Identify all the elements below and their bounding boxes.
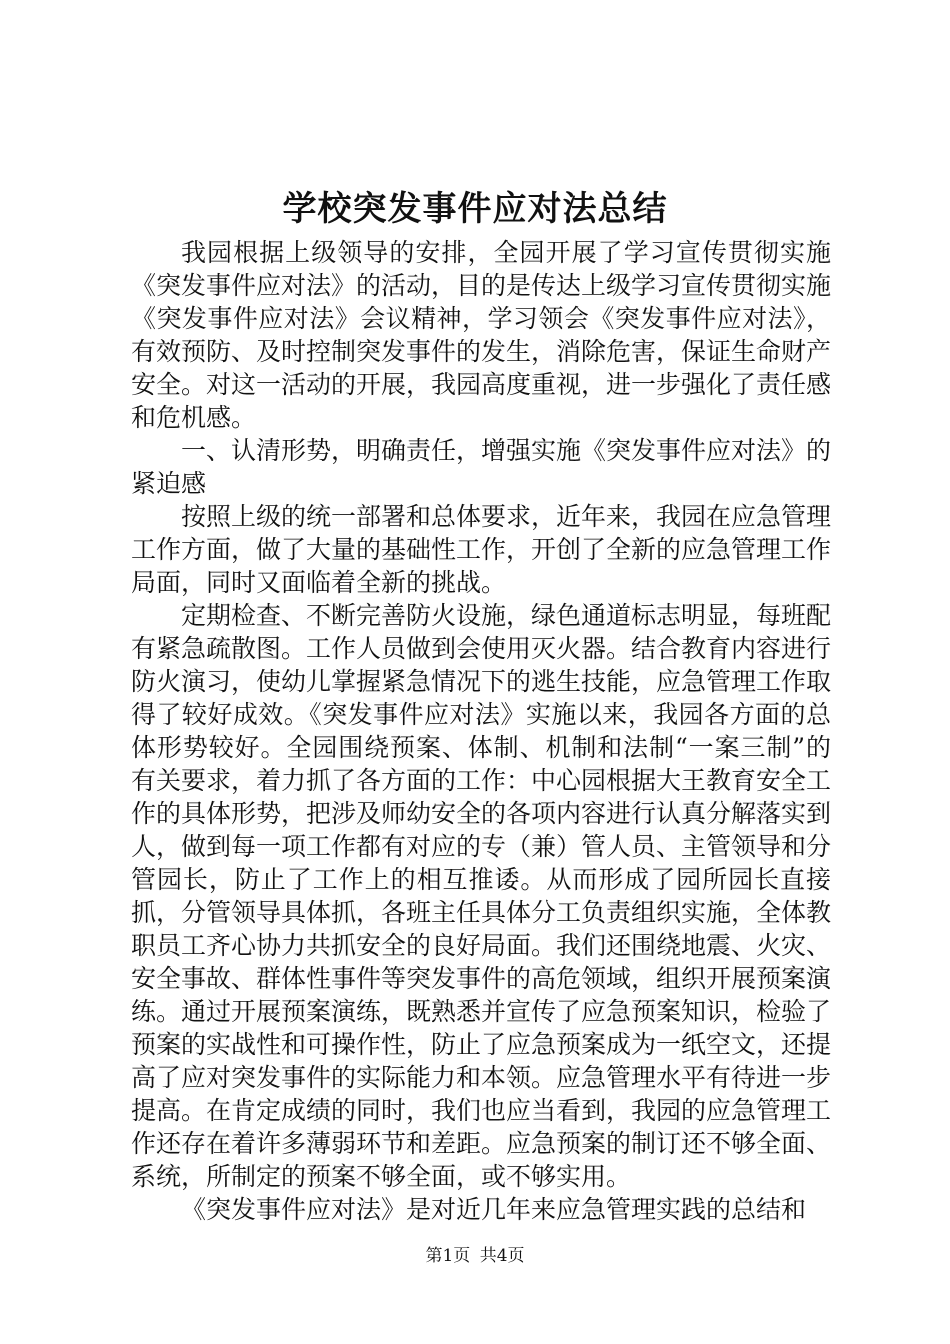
paragraph-continuation: 《突发事件应对法》是对近几年来应急管理实践的总结和: [181, 1195, 807, 1224]
document-title: 学校突发事件应对法总结: [282, 189, 668, 229]
document-body: [131, 236, 831, 1226]
paragraph-intro: 我园根据上级领导的安排，全园开展了学习宣传贯彻实施《突发事件应对法》的活动，目的是传达上级学习宣传贯彻实施《突发事件应对法》会议精神，学习领会《突发事件应对法》，有效预防、及时控制突发事件的发生，消除危害，保证生命财产安全。对这一活动的开展，我园高度重视，进一步强化了责任感和危机感。: [131, 238, 832, 432]
paragraph-measures: 定期检查、不断完善防火设施，绿色通道标志明显，每班配有紧急疏散图。工作人员做到会使用灭火器。结合教育内容进行防火演习，使幼儿掌握紧急情况下的逃生技能，应急管理工作取得了较好成效。《突发事件应对法》实施以来，我园各方面的总体形势较好。全园围绕预案、体制、机制和法制“一案三制”的有关要求，着力抓了各方面的工作：中心园根据大王教育安全工作的具体形势，把涉及师幼安全的各项内容进行认真分解落实到人，做到每一项工作都有对应的专（兼）管人员、主管领导和分管园长，防止了工作上的相互推诿。从而形成了园所园长直接抓，分管领导具体抓，各班主任具体分工负责组织实施，全体教职员工齐心协力共抓安全的良好局面。我们还围绕地震、火灾、安全事故、群体性事件等突发事件的高危领域，组织开展预案演练。通过开展预案演练，既熟悉并宣传了应急预案知识，检验了预案的实战性和可操作性，防止了应急预案成为一纸空文，还提高了应对突发事件的实际能力和本领。应急管理水平有待进一步提高。在肯定成绩的同时，我们也应当看到，我园的应急管理工作还存在着许多薄弱环节和差距。应急预案的制订还不够全面、系统，所制定的预案不够全面，或不够实用。: [131, 601, 832, 1191]
section-heading-1: 一、认清形势，明确责任，增强实施《突发事件应对法》的紧迫感: [131, 436, 832, 498]
page-total: 共4页: [479, 1246, 525, 1266]
paragraph-work-overview: 按照上级的统一部署和总体要求，近年来，我园在应急管理工作方面，做了大量的基础性工作，开创了全新的应急管理工作局面，同时又面临着全新的挑战。: [131, 502, 832, 597]
page-footer: [0, 1244, 950, 1268]
page-number: 第1页: [425, 1246, 471, 1266]
